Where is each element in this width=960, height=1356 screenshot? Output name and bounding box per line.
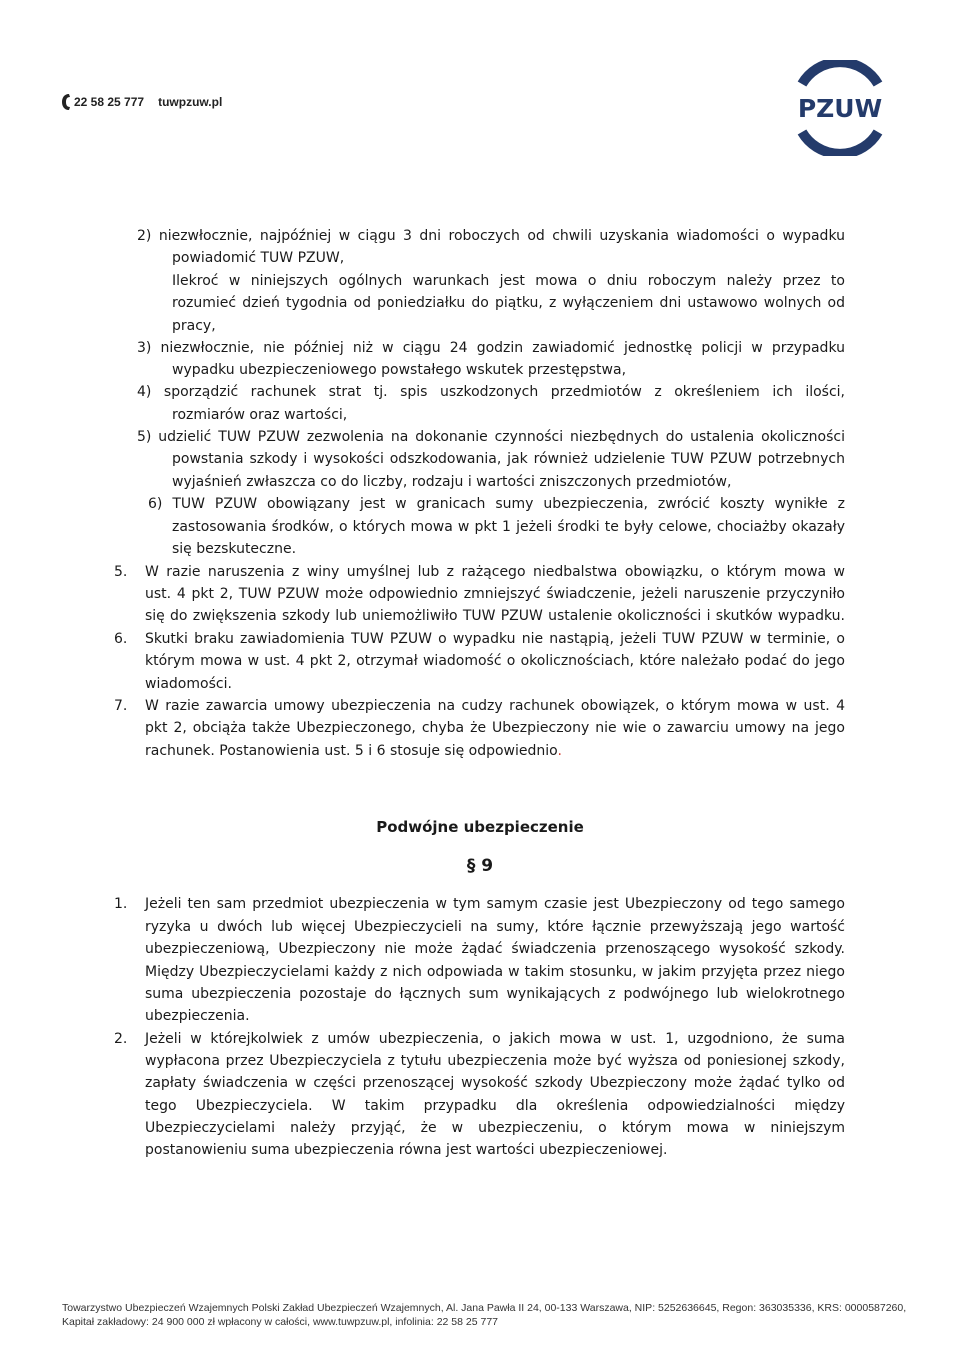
text-line: ubezpieczenia. <box>145 1008 250 1024</box>
list-number: 2. <box>114 1031 128 1047</box>
text-line: ust. 4 pkt 2, TUW PZUW może odpowiednio zmniejszyć świadczenie, jeżeli naruszenie przyczyniło <box>145 586 845 602</box>
text-line: tego Ubezpieczyciela. W takim przypadku dla określenia odpowiedzialności między <box>145 1098 845 1114</box>
text-line: zastosowania środków, o których mowa w pkt 1 jeżeli środki te były celowe, chociażby okazały <box>172 519 845 535</box>
text-line: ubezpieczeniową, Ubezpieczony nie może żądać świadczenia przenoszącego wysokość szkody. <box>145 941 845 957</box>
list-number: 6. <box>114 631 128 647</box>
list-number: 5. <box>114 564 128 580</box>
text-line: 2) niezwłocznie, najpóźniej w ciągu 3 dni roboczych od chwili uzyskania wiadomości o wypadku <box>137 228 845 244</box>
text-line: 3) niezwłocznie, nie później niż w ciągu 24 godzin zawiadomić jednostkę policji w przypadku <box>137 340 845 356</box>
pzuw-logo <box>792 60 888 156</box>
text-line: zapłaty świadczenia w części przenoszącej wysokość szkody Ubezpieczony może żądać tylko od <box>145 1075 845 1091</box>
text-line: W razie naruszenia z winy umyślnej lub z rażącego niedbalstwa obowiązku, o którym mowa w <box>145 564 845 580</box>
text-line: powstania szkody i wysokości odszkodowania, jak również udzielenie TUW PZUW potrzebnych <box>172 451 845 467</box>
text-fragment: rachunek. Postanowienia ust. 5 i 6 stosuje się odpowiednio <box>145 743 558 759</box>
text-line: postanowieniu suma ubezpieczenia równa jest wartości ubezpieczeniowej. <box>145 1142 668 1158</box>
logo-text: PZUW <box>797 94 883 123</box>
text-line: wiadomości. <box>145 676 232 692</box>
red-period: . <box>557 743 562 759</box>
text-line: powiadomić TUW PZUW, <box>172 250 345 266</box>
header-website[interactable]: tuwpzuw.pl <box>158 95 223 109</box>
text-line: suma ubezpieczenia pozostaje do łącznych sum wynikających z podwójnego lub wielokrotnego <box>145 986 845 1002</box>
text-line: pracy, <box>172 318 216 334</box>
header-phone: 22 58 25 777 <box>74 95 145 109</box>
phone-icon <box>60 93 72 111</box>
text-line: ryzyka u dwóch lub więcej Ubezpieczycieli na sumy, które łącznie przewyższają jego wartość <box>145 919 845 935</box>
text-line: rozmiarów oraz wartości, <box>172 407 348 423</box>
text-line: się do zwiększenia szkody lub uniemożliwiło TUW PZUW ustalenie okoliczności i skutków wypadku. <box>145 608 845 624</box>
footer <box>62 1301 906 1329</box>
text-line: W razie zawarcia umowy ubezpieczenia na cudzy rachunek obowiązek, o którym mowa w ust. 4 <box>145 698 845 714</box>
paragraph-number: § 9 <box>466 856 494 876</box>
list-number: 1. <box>114 896 128 912</box>
text-line: pkt 2, obciąża także Ubezpieczonego, chyba że Ubezpieczony nie wie o zawarciu umowy na jego <box>145 720 845 736</box>
list-number: 7. <box>114 698 128 714</box>
text-line: Jeżeli w którejkolwiek z umów ubezpieczenia, o jakich mowa w ust. 1, uzgodniono, że suma <box>145 1031 845 1047</box>
text-line: wypłacona przez Ubezpieczyciela z tytułu ubezpieczenia może być wyższa od poniesionej szkody, <box>145 1053 845 1069</box>
header-contact <box>60 93 222 111</box>
text-line: się bezskuteczne. <box>172 541 297 557</box>
text-line <box>145 740 562 762</box>
text-line: Skutki braku zawiadomienia TUW PZUW o wypadku nie nastąpią, jeżeli TUW PZUW w terminie, o <box>145 631 845 647</box>
text-line: Ubezpieczycielami należy przyjąć, że w ubezpieczeniu, o którym mowa w niniejszym <box>145 1120 845 1136</box>
text-line: wypadku ubezpieczeniowego powstałego wskutek przestępstwa, <box>172 362 627 378</box>
section-title: Podwójne ubezpieczenie <box>376 818 584 836</box>
footer-line: Towarzystwo Ubezpieczeń Wzajemnych Polski Zakład Ubezpieczeń Wzajemnych, Al. Jana Pawła II 24, 00-133 Warszawa, NIP: 5252636645, Regon: 363035336, KRS: 0000587260, <box>62 1302 907 1314</box>
text-line: Jeżeli ten sam przedmiot ubezpieczenia w tym samym czasie jest Ubezpieczony od tego samego <box>145 896 845 912</box>
footer-line: Kapitał zakładowy: 24 900 000 zł wpłacony w całości, www.tuwpzuw.pl, infolinia: 22 58 25 777 <box>62 1316 499 1328</box>
text-line: wyjaśnień zwłaszcza co do liczby, rodzaju i wartości zniszczonych przedmiotów, <box>172 474 732 490</box>
text-line: rozumieć dzień tygodnia od poniedziałku do piątku, z wyłączeniem dni ustawowo wolnych od <box>172 295 845 311</box>
text-line: 5) udzielić TUW PZUW zezwolenia na dokonanie czynności niezbędnych do ustalenia okoliczności <box>137 429 845 445</box>
text-line: 4) sporządzić rachunek strat tj. spis uszkodzonych przedmiotów z określeniem ich ilości, <box>137 384 845 400</box>
text-line: Ilekroć w niniejszych ogólnych warunkach jest mowa o dniu roboczym należy przez to <box>172 273 845 289</box>
text-line: Między Ubezpieczycielami każdy z nich odpowiada w takim stosunku, w jakim przyjęta przez niego <box>145 964 845 980</box>
text-line: którym mowa w ust. 4 pkt 2, otrzymał wiadomość o okolicznościach, które należało podać do jego <box>145 653 845 669</box>
text-line: 6) TUW PZUW obowiązany jest w granicach sumy ubezpieczenia, zwrócić koszty wynikłe z <box>148 496 845 512</box>
